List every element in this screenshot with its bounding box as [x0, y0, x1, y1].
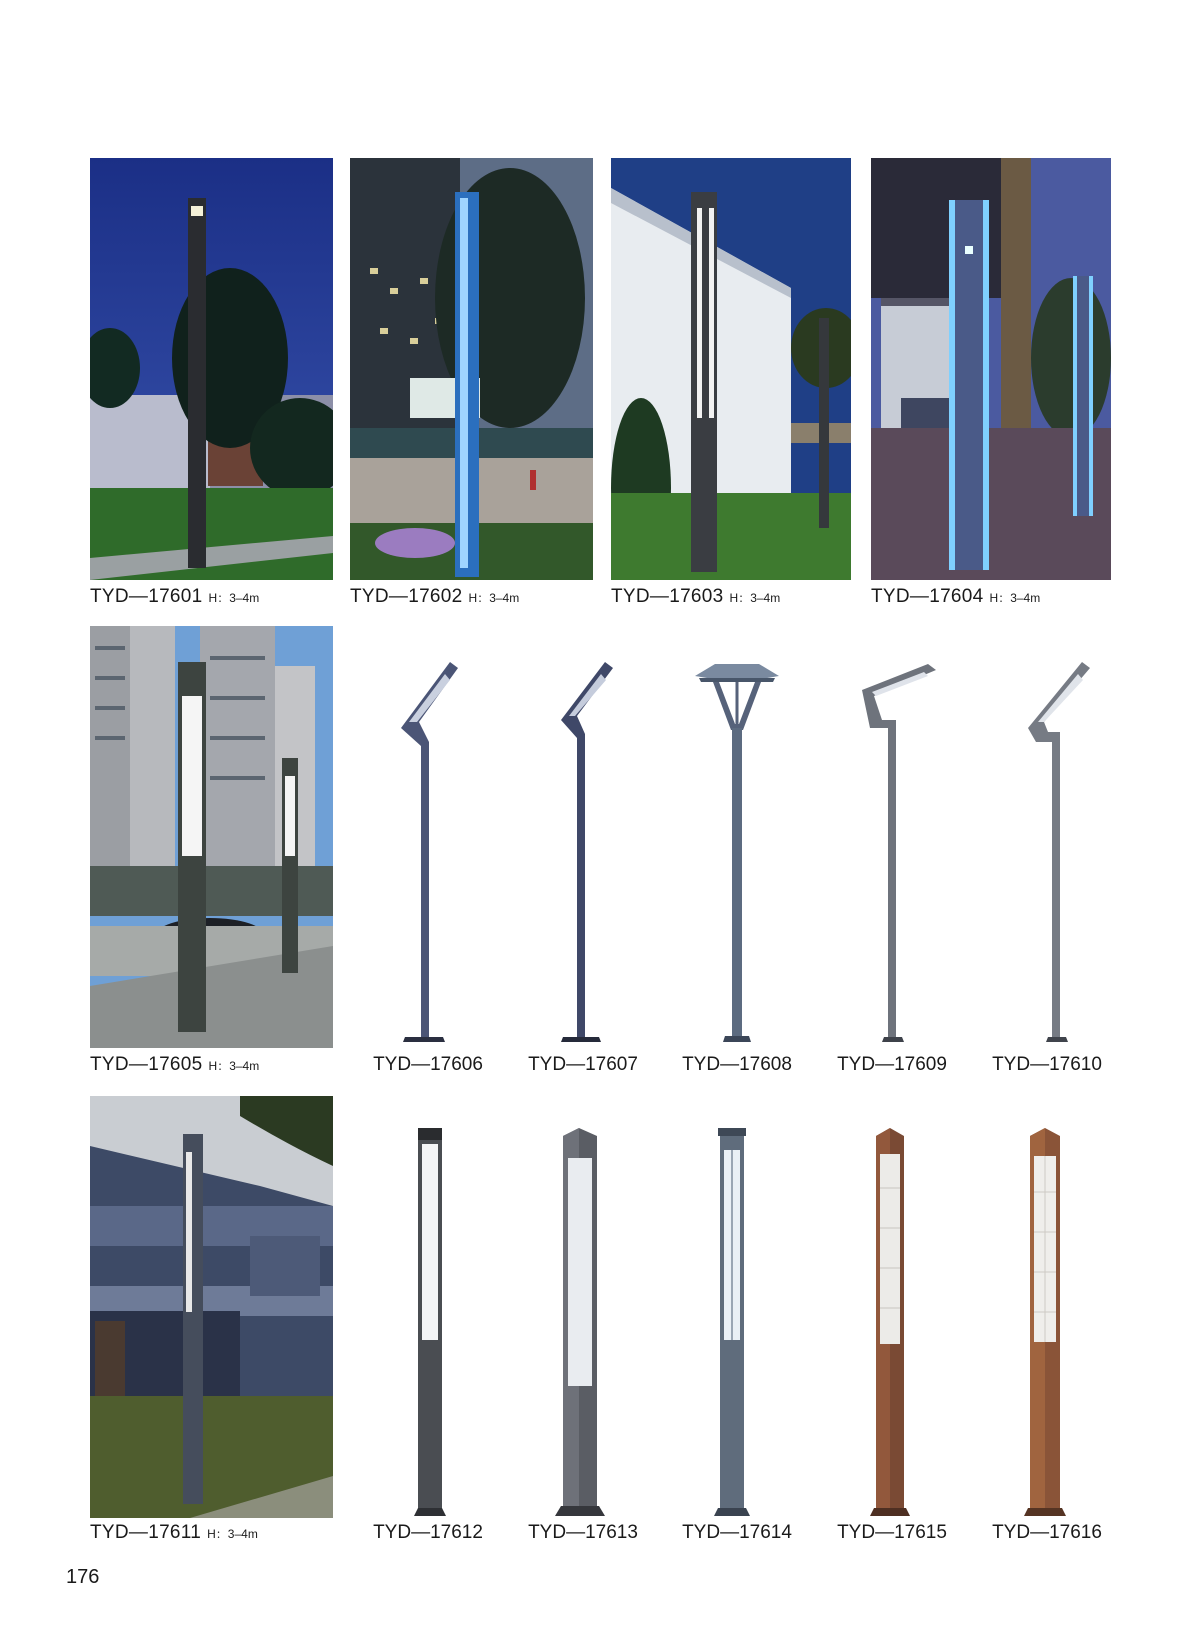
product-tyd-17612 [412, 1128, 448, 1516]
product-tyd-17613 [555, 1128, 605, 1516]
product-tyd-17609 [858, 660, 938, 1046]
caption-17602 [350, 586, 519, 608]
height-spec: H：3–4m [468, 591, 520, 605]
photo-tyd-17601 [90, 158, 333, 580]
photo-tyd-17605 [90, 626, 333, 1048]
caption-17606: TYD—17606 [373, 1054, 483, 1075]
product-tyd-17606 [395, 660, 465, 1046]
product-tyd-17615 [868, 1128, 912, 1516]
product-code: TYD—17602 [350, 586, 463, 607]
product-tyd-17616 [1022, 1128, 1068, 1516]
product-tyd-17607 [555, 660, 621, 1046]
caption-17612: TYD—17612 [373, 1522, 483, 1543]
caption-17611 [90, 1522, 258, 1544]
caption-17601 [90, 586, 259, 608]
height-spec: H：3–4m [729, 591, 781, 605]
caption-17608: TYD—17608 [682, 1054, 792, 1075]
product-code: TYD—17605 [90, 1054, 203, 1075]
page-number: 176 [66, 1566, 100, 1588]
product-code: TYD—17611 [90, 1522, 202, 1543]
product-code: TYD—17601 [90, 586, 203, 607]
product-tyd-17608 [695, 660, 779, 1046]
caption-17614: TYD—17614 [682, 1522, 792, 1543]
caption-17605 [90, 1054, 259, 1076]
caption-17607: TYD—17607 [528, 1054, 638, 1075]
caption-17604 [871, 586, 1040, 608]
photo-tyd-17603 [611, 158, 851, 580]
photo-tyd-17602 [350, 158, 593, 580]
height-spec: H：3–4m [207, 1527, 258, 1541]
product-code: TYD—17603 [611, 586, 724, 607]
caption-17610: TYD—17610 [992, 1054, 1102, 1075]
caption-17609: TYD—17609 [837, 1054, 947, 1075]
photo-tyd-17604 [871, 158, 1111, 580]
product-tyd-17610 [1026, 660, 1096, 1046]
caption-17613: TYD—17613 [528, 1522, 638, 1543]
height-spec: H：3–4m [208, 591, 260, 605]
height-spec: H：3–4m [989, 591, 1041, 605]
product-code: TYD—17604 [871, 586, 984, 607]
caption-17616: TYD—17616 [992, 1522, 1102, 1543]
photo-tyd-17611 [90, 1096, 333, 1518]
caption-17603 [611, 586, 780, 608]
product-tyd-17614 [712, 1128, 752, 1516]
caption-17615: TYD—17615 [837, 1522, 947, 1543]
height-spec: H：3–4m [208, 1059, 260, 1073]
